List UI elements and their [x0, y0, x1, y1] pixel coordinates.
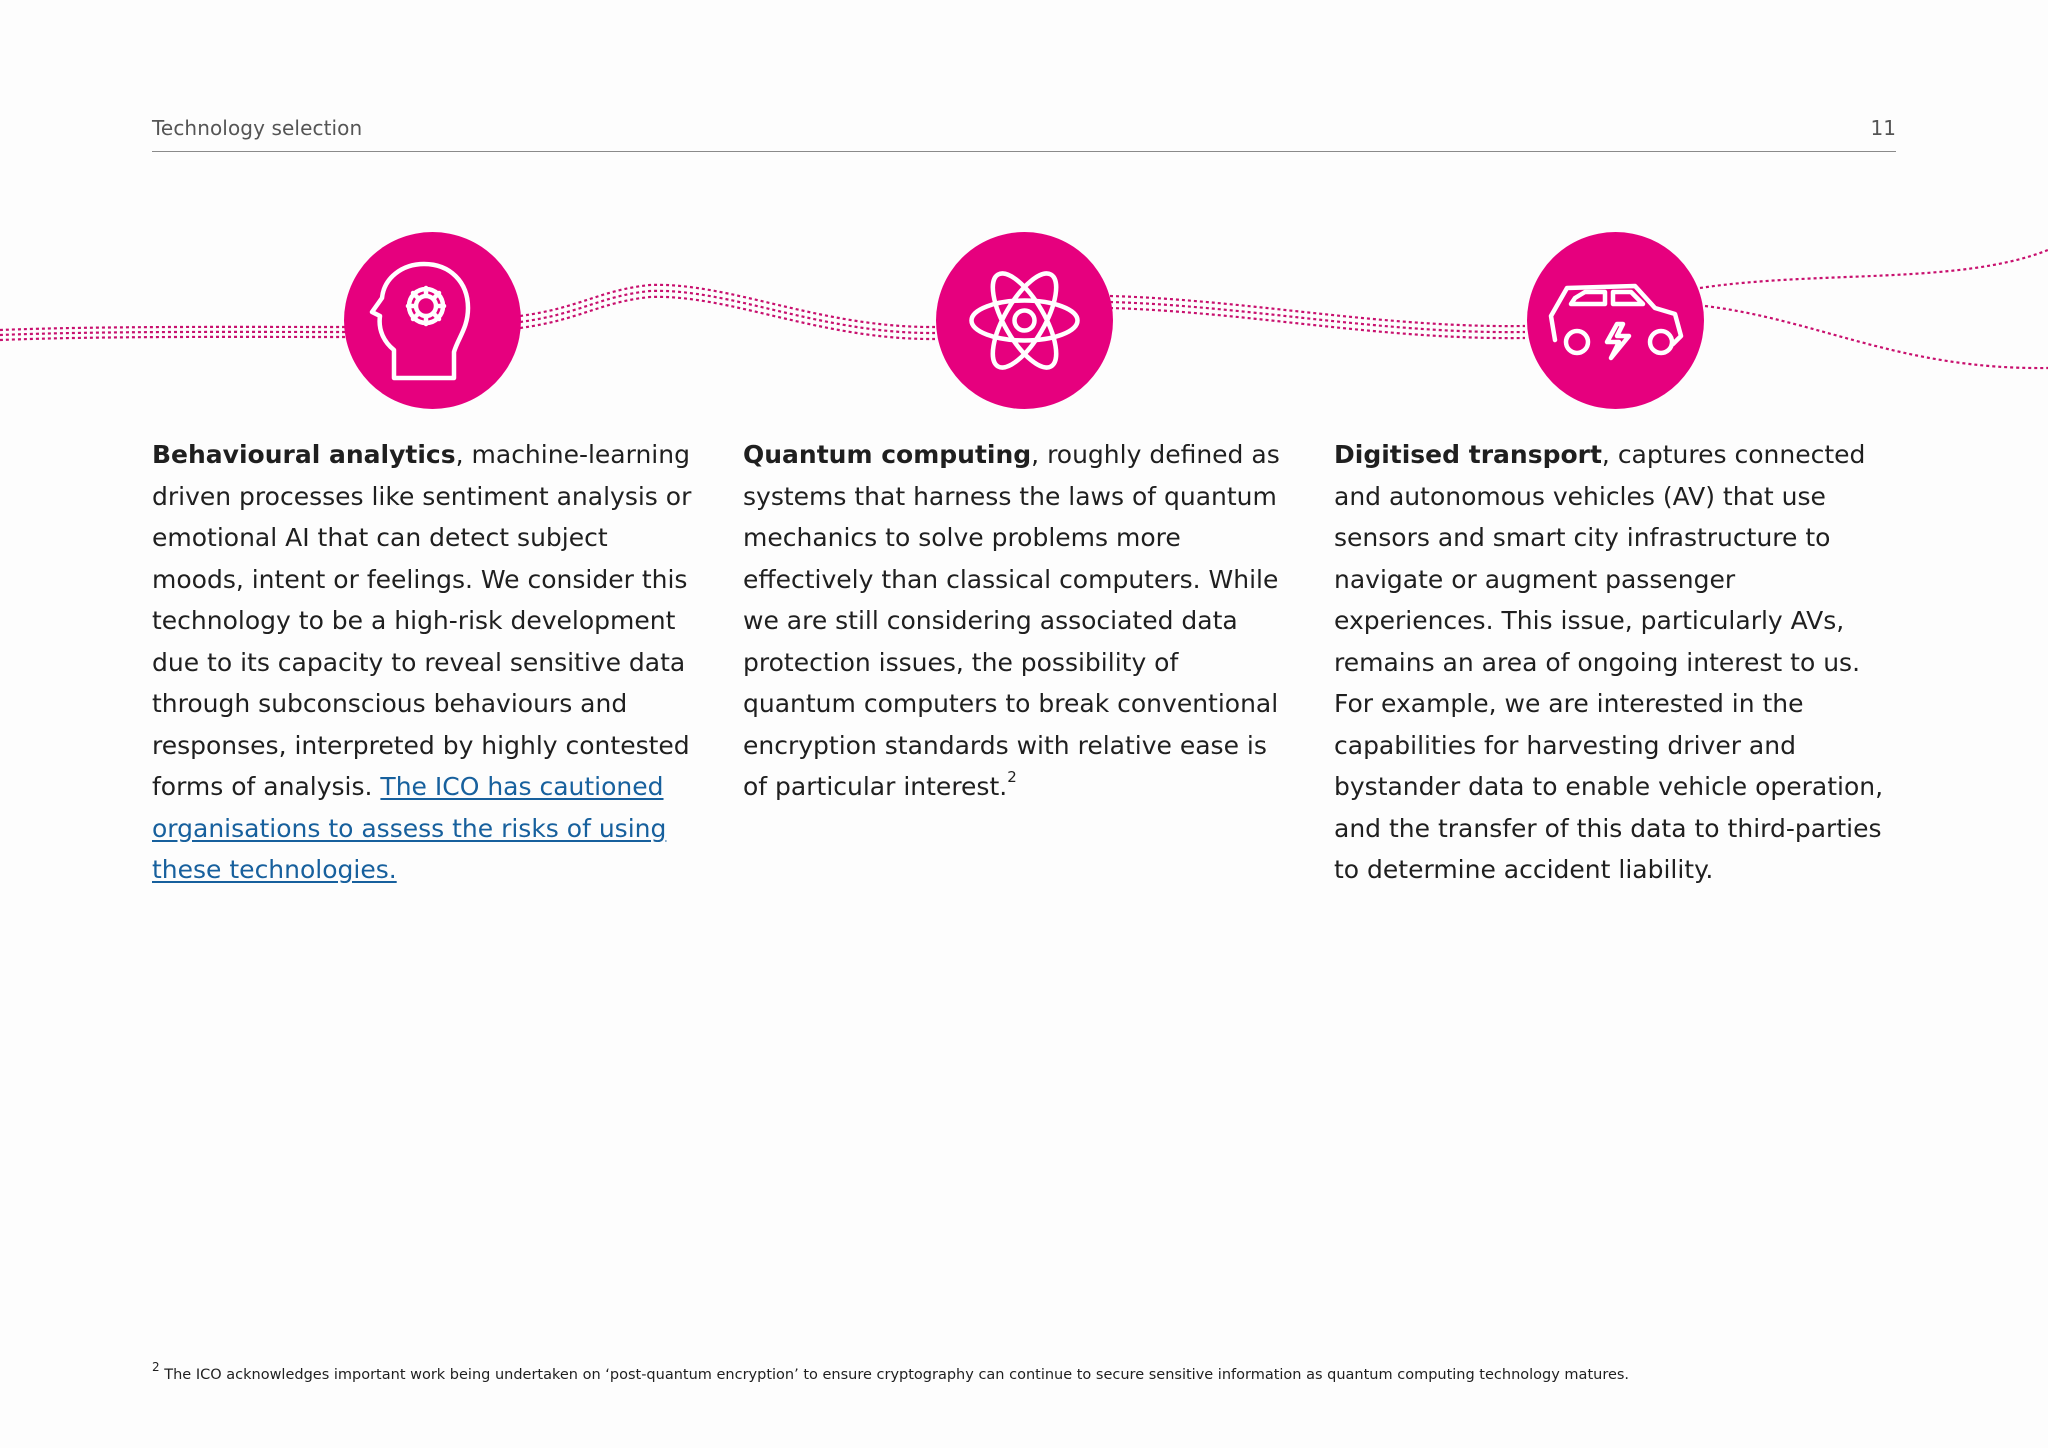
footnote-number: 2 — [152, 1360, 160, 1374]
atom-icon — [936, 232, 1113, 409]
column-title: Behavioural analytics — [152, 440, 456, 469]
digitised-transport-column — [1334, 434, 1889, 891]
electric-car-icon — [1527, 232, 1704, 409]
ico-caution-link[interactable]: The ICO has cautioned organisations to assess the risks of using these technologies. — [152, 772, 667, 884]
page-header — [152, 112, 1896, 152]
behavioural-analytics-icon-circle — [344, 232, 521, 409]
quantum-computing-column — [743, 434, 1298, 808]
footnote-ref[interactable]: 2 — [1007, 767, 1017, 786]
footnote — [152, 1362, 1629, 1383]
footnote-text: The ICO acknowledges important work being undertaken on ‘post-quantum encryption’ to ensure cryptography can continue to secure sensitive information as quantum computing technology matures. — [164, 1366, 1630, 1383]
column-body: , machine-learning driven processes like sentiment analysis or emotional AI that can detect subject moods, intent or feelings. We consider this technology to be a high-risk development due to its capacity to reveal sensitive data through subconscious behaviours and responses, interpreted by highly contested forms of analysis. — [152, 440, 692, 801]
brain-gear-icon — [344, 232, 521, 409]
section-title: Technology selection — [152, 116, 363, 140]
column-title: Quantum computing — [743, 440, 1032, 469]
column-body: , roughly defined as systems that harness the laws of quantum mechanics to solve problems more effectively than classical computers. While we are still considering associated data protection issues, the possibility of quantum computers to break conventional encryption standards with relative ease is of particular interest. — [743, 440, 1280, 801]
column-body: , captures connected and autonomous vehicles (AV) that use sensors and smart city infrastructure to navigate or augment passenger experiences. This issue, particularly AVs, remains an area of ongoing interest to us. For example, we are interested in the capabilities for harvesting driver and bystander data to enable vehicle operation, and the transfer of this data to third-parties to determine accident liability. — [1334, 440, 1884, 884]
page-number: 11 — [1870, 116, 1896, 140]
behavioural-analytics-column — [152, 434, 707, 891]
column-title: Digitised transport — [1334, 440, 1602, 469]
quantum-computing-icon-circle — [936, 232, 1113, 409]
digitised-transport-icon-circle — [1527, 232, 1704, 409]
